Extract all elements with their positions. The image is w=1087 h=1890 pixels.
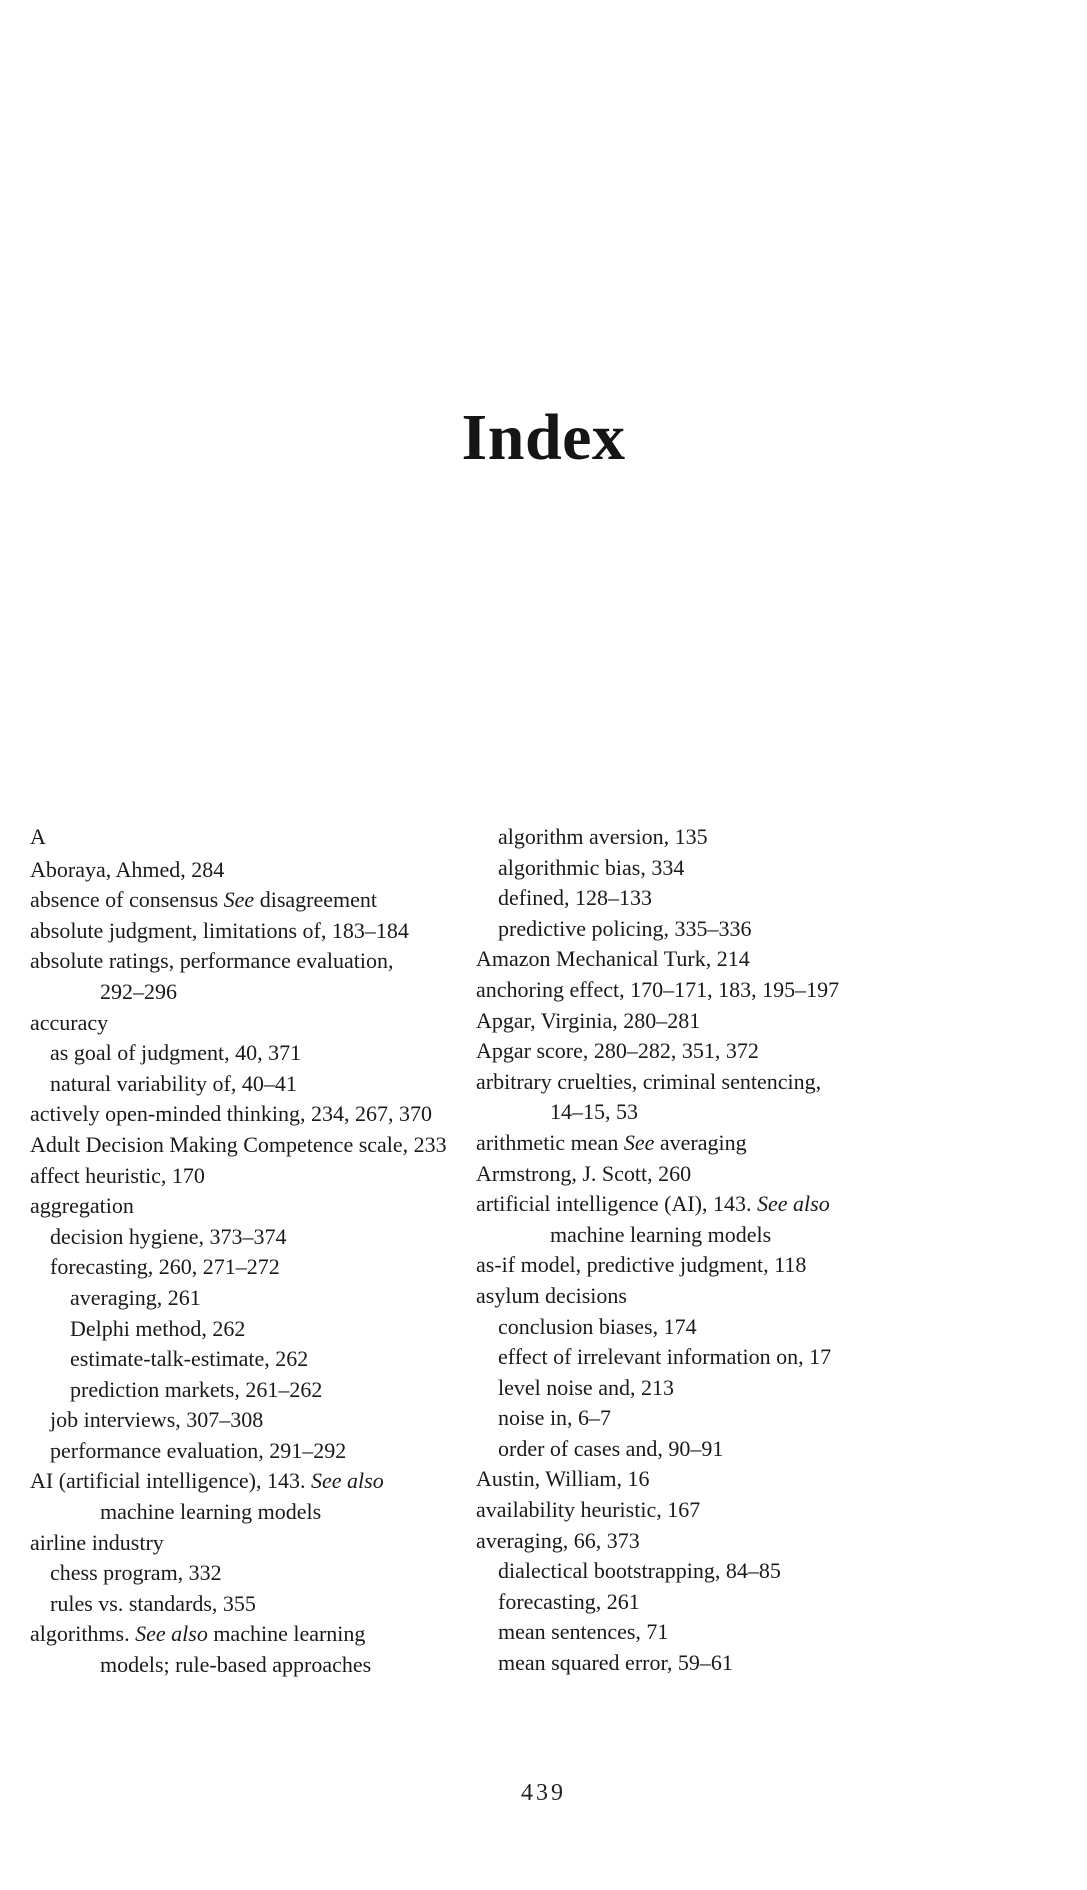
- index-entry-text: predictive policing, 335–336: [498, 915, 752, 941]
- cross-reference: See also: [311, 1468, 384, 1494]
- index-entry: [30, 855, 490, 886]
- index-subentry: [476, 1403, 1076, 1434]
- index-entry-text: averaging, 261: [70, 1284, 201, 1310]
- index-entry: [30, 1466, 490, 1497]
- index-subentry: [476, 822, 1076, 853]
- index-entry-text: Apgar, Virginia, 280–281: [476, 1007, 701, 1033]
- index-subentry: [476, 1373, 1076, 1404]
- index-entry-text: decision hygiene, 373–374: [50, 1223, 287, 1249]
- cross-reference-target: machine learning: [207, 1621, 366, 1647]
- index-entry-text: mean sentences, 71: [498, 1619, 669, 1645]
- index-entry-text: algorithmic bias, 334: [498, 854, 685, 880]
- index-entry-text: forecasting, 261: [498, 1588, 640, 1614]
- cross-reference: See: [223, 887, 255, 913]
- index-subentry: [30, 1283, 490, 1314]
- index-subentry: [30, 1589, 490, 1620]
- index-entry-text: asylum decisions: [476, 1282, 627, 1308]
- index-entry: [30, 916, 490, 947]
- index-entry: [476, 1036, 1076, 1067]
- index-entry: [30, 1130, 490, 1161]
- index-entry: [476, 1006, 1076, 1037]
- index-letter-heading: [30, 822, 490, 853]
- index-subentry: [476, 1587, 1076, 1618]
- cross-reference: See also: [757, 1191, 830, 1217]
- index-entry-text: absolute judgment, limitations of, 183–184: [30, 917, 409, 943]
- index-entry-text: Apgar score, 280–282, 351, 372: [476, 1038, 759, 1064]
- index-entry-text: absence of consensus: [30, 887, 224, 913]
- index-entry-text: accuracy: [30, 1009, 109, 1035]
- index-subentry: [476, 1648, 1076, 1679]
- index-entry-text: Delphi method, 262: [70, 1315, 246, 1341]
- index-subentry: [30, 1650, 490, 1681]
- index-entry: [30, 1099, 490, 1130]
- index-subentry: [476, 853, 1076, 884]
- index-entry-text: algorithms.: [30, 1621, 136, 1647]
- page-title: Index: [461, 401, 626, 474]
- cross-reference-target: averaging: [654, 1129, 747, 1155]
- index-subentry: [476, 883, 1076, 914]
- index-entry-text: estimate-talk-estimate, 262: [70, 1346, 309, 1372]
- index-entry-text: defined, 128–133: [498, 885, 652, 911]
- index-entry-text: Amazon Mechanical Turk, 214: [476, 946, 750, 972]
- index-entry-text: 14–15, 53: [550, 1099, 638, 1125]
- index-subentry: [30, 1344, 490, 1375]
- index-entry-text: anchoring effect, 170–171, 183, 195–197: [476, 976, 840, 1002]
- index-subentry: [30, 1558, 490, 1589]
- index-entry: [476, 1067, 1076, 1098]
- index-entry-text: averaging, 66, 373: [476, 1527, 640, 1553]
- index-entry-text: Austin, William, 16: [476, 1466, 650, 1492]
- index-subentry: [30, 1252, 490, 1283]
- index-entry: [476, 1250, 1076, 1281]
- index-entry-text: as goal of judgment, 40, 371: [50, 1040, 302, 1066]
- index-entry: [30, 1619, 490, 1650]
- index-entry-text: airline industry: [30, 1529, 164, 1555]
- index-subentry: [30, 1497, 490, 1528]
- index-entry: [476, 1526, 1076, 1557]
- index-subentry: [476, 1312, 1076, 1343]
- index-entry-text: dialectical bootstrapping, 84–85: [498, 1558, 781, 1584]
- index-entry-text: machine learning models: [550, 1221, 772, 1247]
- index-entry: [30, 1528, 490, 1559]
- index-entry-text: AI (artificial intelligence), 143.: [30, 1468, 311, 1494]
- index-subentry: [30, 1038, 490, 1069]
- cross-reference: See: [623, 1129, 655, 1155]
- index-entry-text: effect of irrelevant information on, 17: [498, 1344, 832, 1370]
- index-entry-text: 292–296: [100, 978, 177, 1004]
- index-entry-text: rules vs. standards, 355: [50, 1590, 256, 1616]
- index-entry: [30, 946, 490, 977]
- index-subentry: [30, 1436, 490, 1467]
- index-entry: [476, 975, 1076, 1006]
- index-entry-text: aggregation: [30, 1193, 134, 1219]
- cross-reference: See also: [135, 1621, 208, 1647]
- index-entry-text: Adult Decision Making Competence scale, 233: [30, 1131, 447, 1157]
- index-entry: [476, 1495, 1076, 1526]
- index-entry-text: chess program, 332: [50, 1560, 222, 1586]
- index-subentry: [476, 1434, 1076, 1465]
- index-entry-text: Armstrong, J. Scott, 260: [476, 1160, 692, 1186]
- index-entry-text: availability heuristic, 167: [476, 1497, 701, 1523]
- index-subentry: [476, 914, 1076, 945]
- index-entry: [476, 1281, 1076, 1312]
- index-entry-text: arithmetic mean: [476, 1129, 624, 1155]
- index-entry: [476, 944, 1076, 975]
- index-entry-text: performance evaluation, 291–292: [50, 1437, 347, 1463]
- index-entry-text: absolute ratings, performance evaluation,: [30, 948, 394, 974]
- index-entry-text: mean squared error, 59–61: [498, 1650, 733, 1676]
- cross-reference-target: disagreement: [254, 887, 377, 913]
- index-entry: [30, 1191, 490, 1222]
- page-number: 439: [521, 1780, 566, 1806]
- index-entry: [30, 885, 490, 916]
- index-subentry: [476, 1220, 1076, 1251]
- index-subentry: [30, 1375, 490, 1406]
- index-entry-text: conclusion biases, 174: [498, 1313, 697, 1339]
- index-subentry: [30, 1405, 490, 1436]
- index-entry-text: job interviews, 307–308: [50, 1407, 264, 1433]
- index-entry: [476, 1189, 1076, 1220]
- index-subentry: [30, 1222, 490, 1253]
- index-subentry: [476, 1342, 1076, 1373]
- index-entry-text: actively open-minded thinking, 234, 267, 370: [30, 1101, 433, 1127]
- index-entry-text: arbitrary cruelties, criminal sentencing,: [476, 1068, 822, 1094]
- index-entry-text: Aboraya, Ahmed, 284: [30, 856, 225, 882]
- index-column-left: [30, 822, 490, 1681]
- index-entry-text: machine learning models: [100, 1499, 322, 1525]
- index-entry-text: prediction markets, 261–262: [70, 1376, 323, 1402]
- index-entry-text: A: [30, 824, 46, 849]
- index-entry-text: natural variability of, 40–41: [50, 1070, 297, 1096]
- index-entry-text: as-if model, predictive judgment, 118: [476, 1252, 807, 1278]
- index-entry: [476, 1464, 1076, 1495]
- index-subentry: [30, 1069, 490, 1100]
- index-entry-text: algorithm aversion, 135: [498, 824, 708, 849]
- index-entry: [476, 1128, 1076, 1159]
- index-entry-text: level noise and, 213: [498, 1374, 674, 1400]
- index-entry-text: forecasting, 260, 271–272: [50, 1254, 280, 1280]
- index-subentry: [476, 1097, 1076, 1128]
- index-entry: [476, 1159, 1076, 1190]
- index-column-right: [476, 822, 1076, 1679]
- index-entry-text: models; rule-based approaches: [100, 1652, 372, 1678]
- index-entry-text: affect heuristic, 170: [30, 1162, 205, 1188]
- index-entry: [30, 1008, 490, 1039]
- index-subentry: [30, 1314, 490, 1345]
- index-subentry: [476, 1617, 1076, 1648]
- index-entry: [30, 1161, 490, 1192]
- index-subentry: [30, 977, 490, 1008]
- index-entry-text: noise in, 6–7: [498, 1405, 612, 1431]
- index-entry-text: artificial intelligence (AI), 143.: [476, 1191, 757, 1217]
- index-subentry: [476, 1556, 1076, 1587]
- index-entry-text: order of cases and, 90–91: [498, 1435, 724, 1461]
